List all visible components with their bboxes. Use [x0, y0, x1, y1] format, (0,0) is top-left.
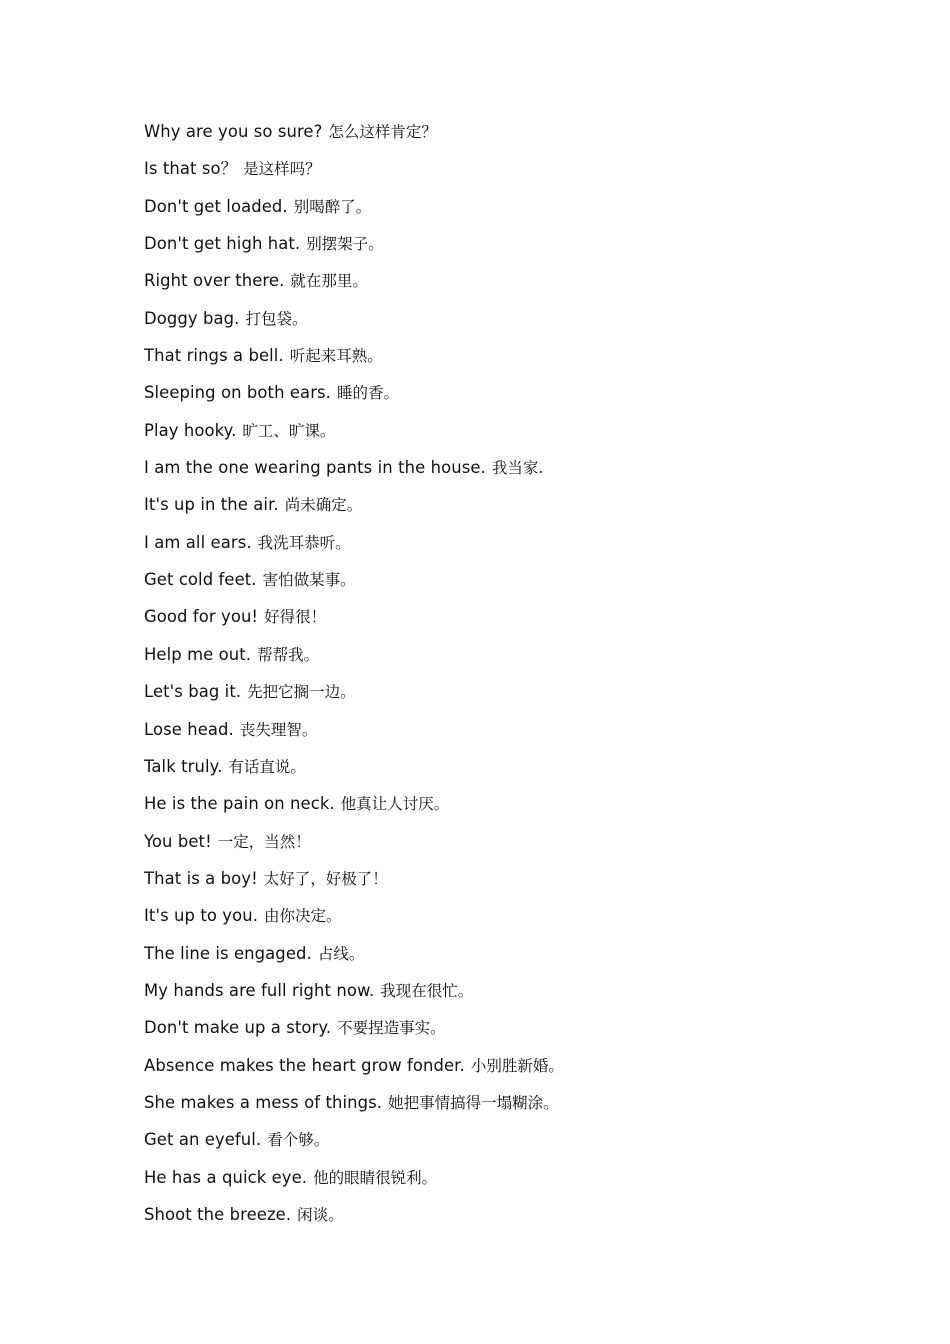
- chinese-translation: 看个够。: [267, 1131, 330, 1150]
- phrase-line: [144, 343, 564, 380]
- phrase-line: [144, 1127, 564, 1164]
- english-phrase: Don't make up a story.: [144, 1018, 332, 1038]
- english-phrase: Is that so？: [144, 159, 238, 179]
- phrase-line: [144, 829, 564, 866]
- phrase-line: [144, 1165, 564, 1202]
- chinese-translation: 别摆架子。: [306, 235, 384, 254]
- chinese-translation: 害怕做某事。: [262, 571, 356, 590]
- chinese-translation: 好得很！: [264, 608, 327, 627]
- phrase-line: [144, 903, 564, 940]
- chinese-translation: 帮帮我。: [257, 645, 320, 664]
- english-phrase: That rings a bell.: [144, 346, 284, 366]
- chinese-translation: 小别胜新婚。: [470, 1056, 564, 1075]
- english-phrase: My hands are full right now.: [144, 980, 375, 1000]
- chinese-translation: 是这样吗？: [243, 160, 321, 179]
- phrase-line: [144, 1015, 564, 1052]
- phrase-line: [144, 268, 564, 305]
- chinese-translation: 睡的香。: [337, 384, 400, 403]
- english-phrase: Good for you!: [144, 607, 259, 627]
- chinese-translation: 就在那里。: [290, 272, 368, 291]
- phrase-line: [144, 231, 564, 268]
- phrase-line: [144, 642, 564, 679]
- chinese-translation: 一定，当然！: [217, 832, 311, 851]
- phrase-line: [144, 306, 564, 343]
- phrase-line: [144, 717, 564, 754]
- phrase-line: [144, 156, 564, 193]
- english-phrase: Doggy bag.: [144, 308, 240, 328]
- chinese-translation: 先把它搁一边。: [247, 683, 356, 702]
- english-phrase: The line is engaged.: [144, 943, 312, 963]
- phrase-line: [144, 380, 564, 417]
- english-phrase: Let's bag it.: [144, 682, 242, 702]
- english-phrase: Talk truly.: [144, 756, 223, 776]
- phrase-line: [144, 791, 564, 828]
- chinese-translation: 我现在很忙。: [380, 981, 474, 1000]
- chinese-translation: 丧失理智。: [239, 720, 318, 739]
- chinese-translation: 闲谈。: [297, 1205, 344, 1224]
- english-phrase: Right over there.: [144, 271, 285, 291]
- chinese-translation: 有话直说。: [228, 757, 306, 776]
- english-phrase: He is the pain on neck.: [144, 794, 335, 814]
- phrase-line: [144, 941, 564, 978]
- english-phrase: Don't get high hat.: [144, 234, 301, 254]
- chinese-translation: 她把事情搞得一塌糊涂。: [388, 1093, 559, 1112]
- chinese-translation: 他的眼睛很锐利。: [313, 1168, 438, 1187]
- phrase-line: [144, 604, 564, 641]
- phrase-line: [144, 194, 564, 231]
- phrase-line: [144, 418, 564, 455]
- chinese-translation: 尚未确定。: [284, 496, 363, 515]
- english-phrase: It's up in the air.: [144, 495, 279, 515]
- english-phrase: Get cold feet.: [144, 570, 257, 590]
- english-phrase: You bet!: [144, 831, 212, 851]
- chinese-translation: 不要捏造事实。: [337, 1019, 446, 1038]
- phrase-line: [144, 1053, 564, 1090]
- phrase-line: [144, 455, 564, 492]
- phrase-line: [144, 1202, 564, 1239]
- chinese-translation: 旷工、旷课。: [242, 421, 336, 440]
- chinese-translation: 占线。: [317, 944, 365, 963]
- chinese-translation: 听起来耳熟。: [289, 347, 383, 366]
- chinese-translation: 由你决定。: [264, 907, 342, 926]
- english-phrase: Why are you so sure?: [144, 122, 323, 141]
- english-phrase: That is a boy!: [144, 868, 258, 888]
- chinese-translation: 我洗耳恭听。: [257, 533, 351, 552]
- english-phrase: Play hooky.: [144, 420, 237, 440]
- english-phrase: Sleeping on both ears.: [144, 383, 331, 403]
- phrase-line: [144, 530, 564, 567]
- phrase-list: [144, 119, 564, 1239]
- phrase-line: [144, 866, 564, 903]
- english-phrase: Don't get loaded.: [144, 196, 288, 216]
- english-phrase: Lose head.: [144, 719, 234, 739]
- phrase-line: [144, 754, 564, 791]
- chinese-translation: 打包袋。: [245, 309, 308, 328]
- phrase-line: [144, 679, 564, 716]
- english-phrase: Absence makes the heart grow fonder.: [144, 1055, 465, 1075]
- phrase-line: [144, 567, 564, 604]
- english-phrase: Get an eyeful.: [144, 1130, 262, 1150]
- english-phrase: She makes a mess of things.: [144, 1092, 383, 1112]
- phrase-line: [144, 978, 564, 1015]
- chinese-translation: 我当家.: [491, 459, 544, 478]
- chinese-translation: 怎么这样肯定？: [328, 123, 437, 141]
- english-phrase: I am all ears.: [144, 532, 252, 552]
- english-phrase: It's up to you.: [144, 906, 259, 926]
- chinese-translation: 他真让人讨厌。: [340, 795, 450, 814]
- chinese-translation: 太好了，好极了！: [263, 869, 388, 888]
- english-phrase: Help me out.: [144, 644, 252, 664]
- english-phrase: He has a quick eye.: [144, 1167, 308, 1187]
- english-phrase: Shoot the breeze.: [144, 1204, 292, 1224]
- phrase-line: [144, 1090, 564, 1127]
- phrase-line: [144, 492, 564, 529]
- phrase-line: [144, 119, 564, 156]
- english-phrase: I am the one wearing pants in the house.: [144, 458, 486, 478]
- chinese-translation: 别喝醉了。: [293, 197, 372, 216]
